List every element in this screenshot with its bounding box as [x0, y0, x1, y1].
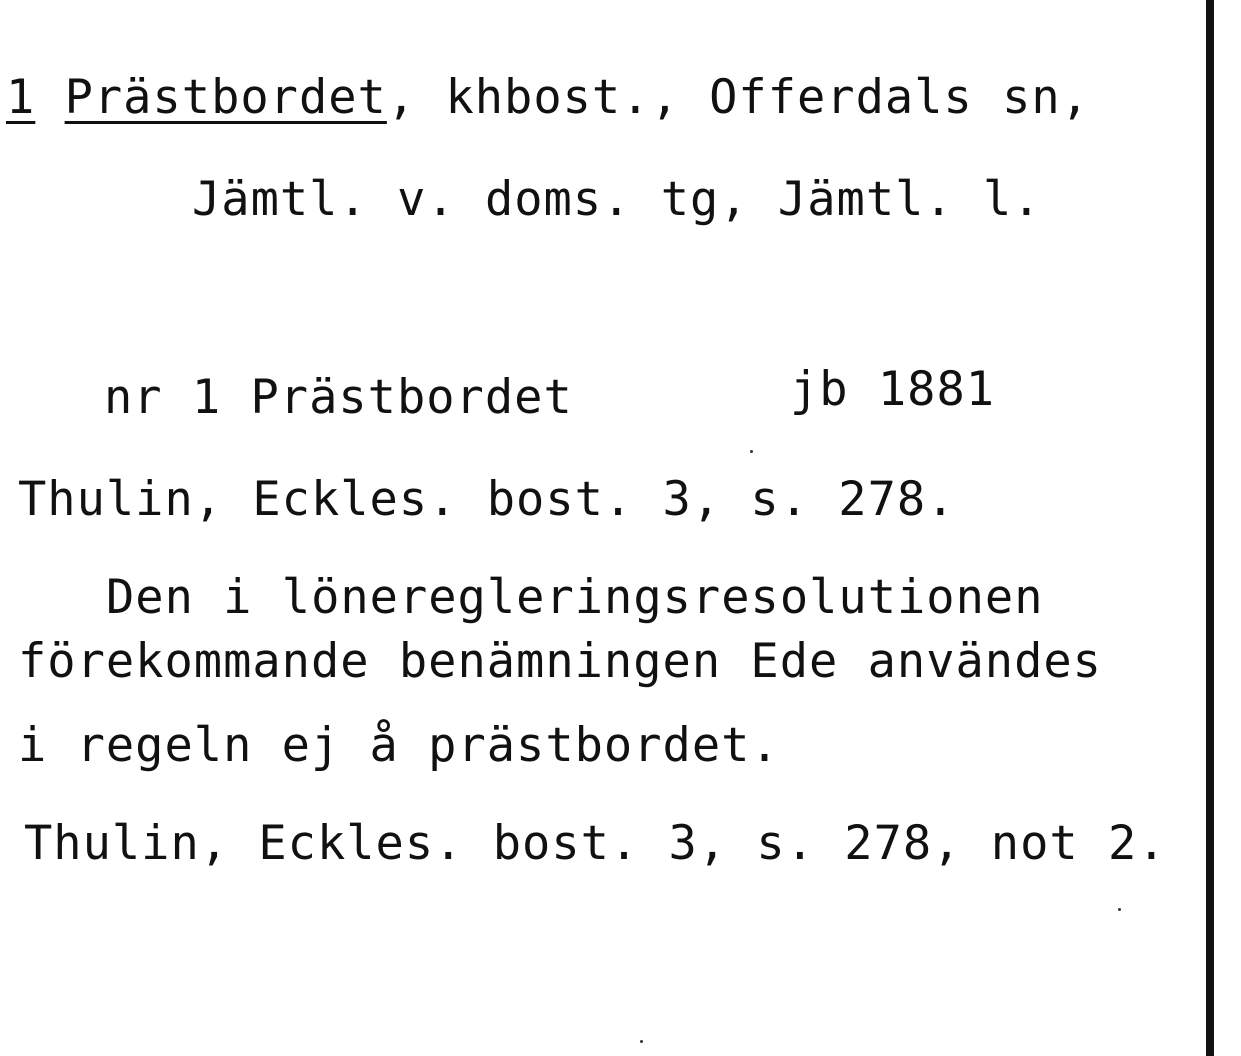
note-line-2: förekommande benämningen Ede användes [18, 634, 1102, 689]
paper-speck [640, 1040, 643, 1043]
note-line-1: Den i löneregleringsresolutionen [106, 570, 1044, 625]
note-line-3: i regeln ej å prästbordet. [18, 718, 780, 773]
paper-speck [1118, 908, 1121, 911]
heading-line [6, 70, 1090, 126]
entry-location: , khbost., Offerdals sn, [386, 70, 1090, 125]
entry-name: Prästbordet [64, 70, 387, 125]
reference-1: Thulin, Eckles. bost. 3, s. 278. [18, 472, 956, 527]
land-register-year: jb 1881 [790, 362, 996, 417]
reference-2: Thulin, Eckles. bost. 3, s. 278, not 2. [24, 816, 1167, 871]
jurisdiction-line: Jämtl. v. doms. tg, Jämtl. l. [192, 172, 1042, 227]
entry-label: nr 1 Prästbordet [104, 370, 573, 425]
entry-number: 1 [6, 70, 36, 125]
card-edge-line [1206, 0, 1214, 1056]
paper-speck [750, 450, 753, 453]
